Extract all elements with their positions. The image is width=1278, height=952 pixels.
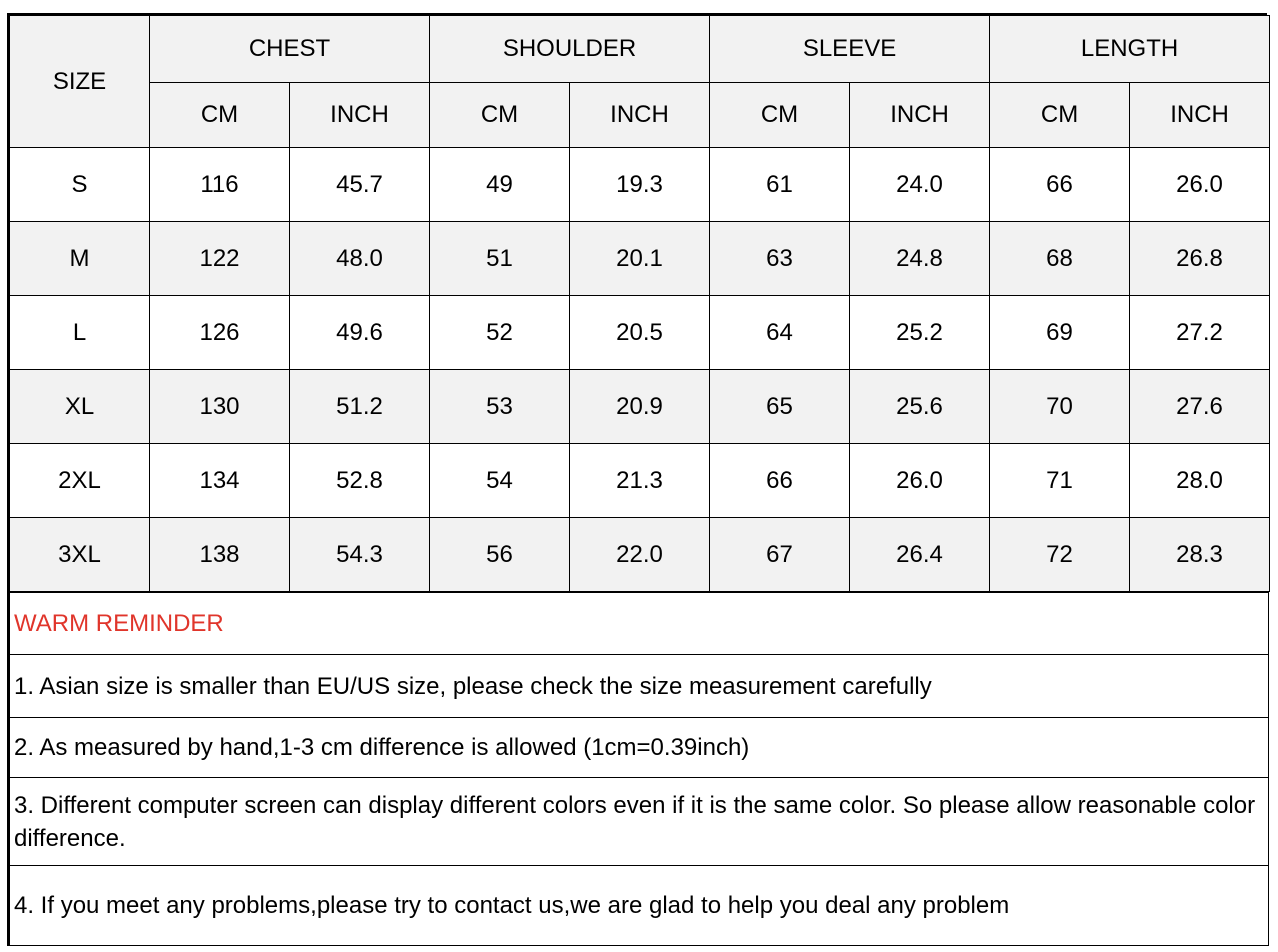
table-cell: 27.2: [1130, 296, 1270, 370]
unit-header: INCH: [570, 83, 710, 148]
table-cell: 20.9: [570, 370, 710, 444]
table-cell: 54: [430, 444, 570, 518]
table-cell: 45.7: [290, 148, 430, 222]
table-cell: 24.0: [850, 148, 990, 222]
size-chart: [7, 13, 1267, 946]
table-cell: 138: [150, 518, 290, 592]
table-cell: 68: [990, 222, 1130, 296]
warm-reminder-section: [9, 592, 1269, 946]
unit-header: CM: [710, 83, 850, 148]
group-header-sleeve: SLEEVE: [710, 16, 990, 83]
table-cell: 51.2: [290, 370, 430, 444]
table-cell: 66: [990, 148, 1130, 222]
table-cell: 65: [710, 370, 850, 444]
table-cell: 26.0: [850, 444, 990, 518]
table-cell: 72: [990, 518, 1130, 592]
warm-reminder-title: WARM REMINDER: [10, 593, 1269, 655]
table-cell: 54.3: [290, 518, 430, 592]
table-cell: 25.6: [850, 370, 990, 444]
unit-header: CM: [150, 83, 290, 148]
table-cell: 51: [430, 222, 570, 296]
size-table: [9, 15, 1270, 592]
group-header-length: LENGTH: [990, 16, 1270, 83]
table-cell: 20.5: [570, 296, 710, 370]
table-cell: 67: [710, 518, 850, 592]
table-cell: 122: [150, 222, 290, 296]
table-cell: 53: [430, 370, 570, 444]
table-cell: 21.3: [570, 444, 710, 518]
table-cell: 116: [150, 148, 290, 222]
table-cell: 64: [710, 296, 850, 370]
reminder-note: 3. Different computer screen can display different colors even if it is the same color. So please allow reasonable color difference.: [10, 778, 1269, 866]
table-cell: 19.3: [570, 148, 710, 222]
group-header-chest: CHEST: [150, 16, 430, 83]
table-cell: 49: [430, 148, 570, 222]
table-cell: 22.0: [570, 518, 710, 592]
table-cell: 26.0: [1130, 148, 1270, 222]
table-cell: 126: [150, 296, 290, 370]
reminder-note: 2. As measured by hand,1-3 cm difference is allowed (1cm=0.39inch): [10, 718, 1269, 778]
table-cell: 134: [150, 444, 290, 518]
table-cell: 70: [990, 370, 1130, 444]
table-cell: 27.6: [1130, 370, 1270, 444]
table-cell: 69: [990, 296, 1130, 370]
size-cell: M: [10, 222, 150, 296]
unit-header: CM: [430, 83, 570, 148]
table-cell: 26.4: [850, 518, 990, 592]
table-cell: 20.1: [570, 222, 710, 296]
table-cell: 71: [990, 444, 1130, 518]
table-cell: 52: [430, 296, 570, 370]
table-row: [10, 444, 1270, 518]
size-cell: S: [10, 148, 150, 222]
table-row: [10, 296, 1270, 370]
unit-header: INCH: [850, 83, 990, 148]
table-cell: 56: [430, 518, 570, 592]
table-row: [10, 518, 1270, 592]
size-header: SIZE: [10, 16, 150, 148]
table-cell: 63: [710, 222, 850, 296]
table-cell: 66: [710, 444, 850, 518]
table-row: [10, 370, 1270, 444]
size-cell: 2XL: [10, 444, 150, 518]
group-header-shoulder: SHOULDER: [430, 16, 710, 83]
reminder-note: 4. If you meet any problems,please try to contact us,we are glad to help you deal any problem: [10, 866, 1269, 946]
table-cell: 26.8: [1130, 222, 1270, 296]
table-cell: 48.0: [290, 222, 430, 296]
unit-header: CM: [990, 83, 1130, 148]
size-cell: L: [10, 296, 150, 370]
table-cell: 28.0: [1130, 444, 1270, 518]
header-row-groups: [10, 16, 1270, 83]
unit-header: INCH: [290, 83, 430, 148]
table-cell: 25.2: [850, 296, 990, 370]
table-cell: 52.8: [290, 444, 430, 518]
unit-header: INCH: [1130, 83, 1270, 148]
table-cell: 130: [150, 370, 290, 444]
size-cell: XL: [10, 370, 150, 444]
table-cell: 61: [710, 148, 850, 222]
table-row: [10, 148, 1270, 222]
table-cell: 28.3: [1130, 518, 1270, 592]
header-row-units: [10, 83, 1270, 148]
size-cell: 3XL: [10, 518, 150, 592]
reminder-note: 1. Asian size is smaller than EU/US size, please check the size measurement carefully: [10, 655, 1269, 718]
table-cell: 49.6: [290, 296, 430, 370]
table-row: [10, 222, 1270, 296]
table-cell: 24.8: [850, 222, 990, 296]
